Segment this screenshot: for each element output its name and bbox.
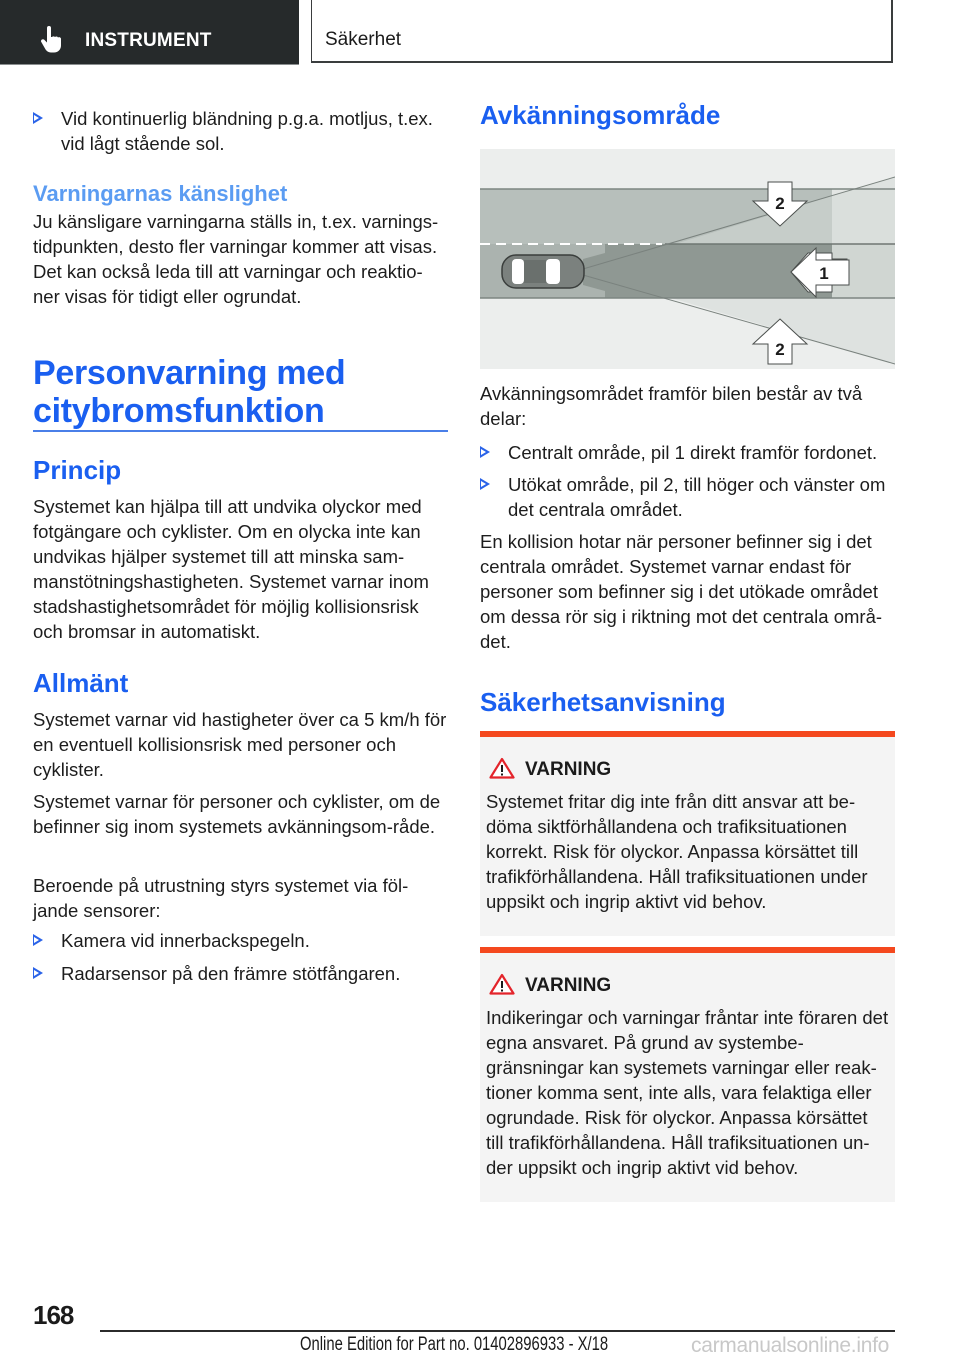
- section-heading-detection: Avkänningsområde: [480, 100, 721, 130]
- car-icon: [502, 255, 584, 288]
- bullet-triangle-icon: [480, 478, 490, 490]
- warning-triangle-icon: [489, 973, 515, 995]
- warning-text: Systemet fritar dig inte från ditt ansvar att be-döma siktförhållandena och trafiksituationen korrekt. Risk för olyckor. Anpassa körsättet till trafikförhållandena. Håll trafiksituationen under uppsikt och ingrip aktivt vid behov.: [486, 791, 868, 912]
- warning-box: [480, 731, 895, 936]
- warning-text: Indikeringar och varningar fråntar inte föraren det egna ansvaret. På grund av systembe-gränsningar kan systemets varningar eller reak-tioner komma sent, inte alls, vara felaktiga eller ogrundade. Risk för olyckor. Anpassa körsättet till trafikförhållandena. Håll trafiksituationen un-der uppsikt och ingrip aktivt vid behov.: [486, 1007, 889, 1178]
- edition-text: Online Edition for Part no. 01402896933 - X/18: [300, 1334, 609, 1355]
- sensitivity-text: Ju känsligare varningarna ställs in, t.ex. varnings-tidpunkten, desto fler varningar kommer att visas. Det kan också leda till att varningar och reaktio-ner visas för tidigt eller ogrundat.: [33, 211, 439, 307]
- section-heading-general: Allmänt: [33, 668, 129, 698]
- bullet-triangle-icon: [480, 446, 490, 458]
- section-heading-sensitivity: Varningarnas känslighet: [33, 181, 288, 206]
- svg-text:2: 2: [775, 340, 785, 359]
- bullet-triangle-icon: [33, 934, 43, 946]
- svg-text:1: 1: [819, 264, 829, 283]
- pointing-hand-icon: [40, 26, 64, 54]
- general-text-3: Beroende på utrustning styrs systemet via föl-jande sensorer:: [33, 875, 409, 921]
- general-text-2: Systemet varnar för personer och cyklister, om de befinner sig inom systemets avkänningsom-råde.: [33, 791, 441, 837]
- detection-intro: Avkänningsområdet framför bilen består av två delar:: [480, 383, 863, 429]
- svg-text:2: 2: [775, 194, 785, 213]
- detection-text: En kollision hotar när personer befinner sig i det centrala området. Systemet varnar endast för personer som befinner sig i det utökade området om dessa rör sig i riktning mot det centrala områ-det.: [480, 531, 883, 652]
- page-title: Personvarning med citybromsfunktion: [33, 354, 346, 430]
- section-tab-instrument: [0, 0, 299, 65]
- bullet-triangle-icon: [33, 112, 43, 124]
- general-text-1: Systemet varnar vid hastigheter över ca 5 km/h för en eventuell kollisionsrisk med personer och cyklister.: [33, 709, 447, 780]
- principle-text: Systemet kan hjälpa till att undvika olyckor med fotgängare och cyklister. Om en olycka inte kan undvikas hjälper systemet till att minska sam-manstötningshastigheten. Systemet varnar inom stadshastighetsområdet för möjlig kollisionsrisk och bromsar in automatiskt.: [33, 496, 429, 642]
- section-heading-principle: Princip: [33, 455, 122, 485]
- warning-title: VARNING: [525, 759, 612, 780]
- watermark-link[interactable]: carmanualsonline.info: [691, 1334, 889, 1357]
- warning-title: VARNING: [525, 975, 612, 996]
- warning-triangle-icon: [489, 757, 515, 779]
- warning-box: [480, 947, 895, 1202]
- section-heading-safety: Säkerhetsanvisning: [480, 687, 726, 717]
- title-divider: [33, 430, 448, 432]
- section-label: INSTRUMENT: [85, 30, 212, 51]
- chapter-label: Säkerhet: [325, 29, 402, 50]
- page-number: 168: [33, 1300, 74, 1330]
- detection-area-diagram: [480, 149, 895, 369]
- chapter-tab: [311, 0, 893, 63]
- footer-divider: [100, 1330, 895, 1332]
- bullet-triangle-icon: [33, 967, 43, 979]
